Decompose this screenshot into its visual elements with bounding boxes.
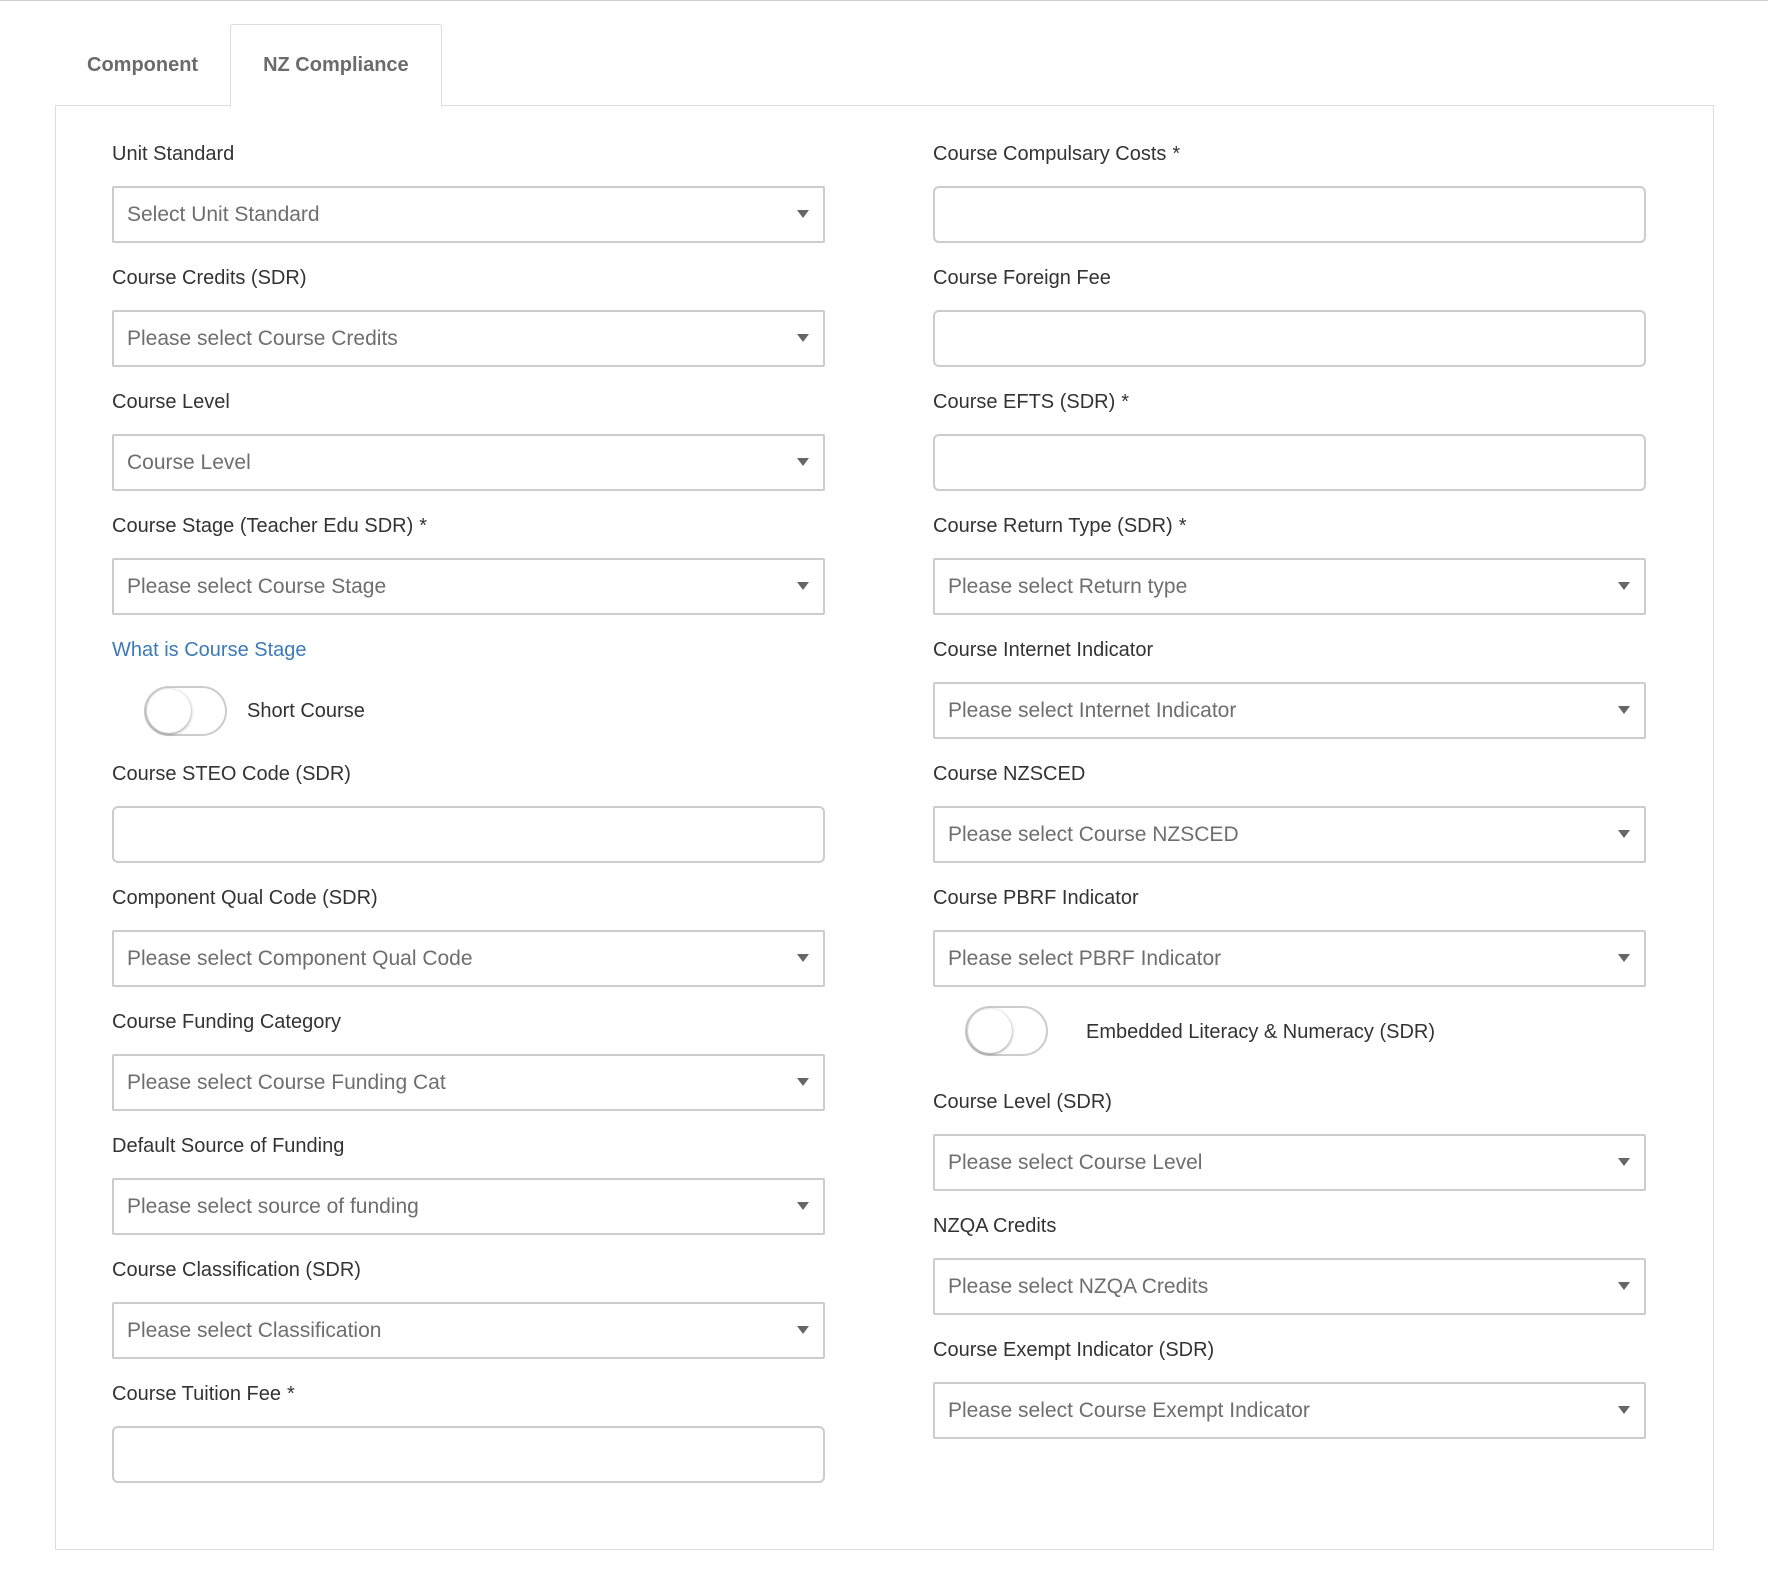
source-of-funding-placeholder: Please select source of funding [127,1195,419,1218]
exempt-indicator-placeholder: Please select Course Exempt Indicator [948,1399,1310,1422]
foreign-fee-input[interactable] [935,312,1644,365]
foreign-fee-label: Course Foreign Fee [933,267,1111,289]
internet-indicator-select[interactable] [933,682,1646,739]
level-sdr-label: Course Level (SDR) [933,1091,1112,1113]
source-of-funding-select[interactable] [112,1178,825,1235]
nzqa-credits-field [933,1214,1646,1338]
required-marker: * [286,1383,295,1405]
required-marker: * [419,515,428,537]
internet-indicator-field [933,638,1646,762]
nzqa-credits-placeholder: Please select NZQA Credits [948,1275,1209,1298]
required-marker: * [1172,143,1181,165]
unit-standard-select[interactable] [112,186,825,243]
literacy-toggle-row [933,1010,1646,1090]
tuition-fee-label-text: Course Tuition Fee [112,1383,281,1405]
toggle-knob [147,689,191,733]
compulsory-costs-input[interactable] [935,188,1644,241]
exempt-indicator-field [933,1338,1646,1462]
course-stage-select[interactable] [112,558,825,615]
compulsory-costs-label [933,142,1646,166]
efts-label [933,390,1646,414]
return-type-placeholder: Please select Return type [948,575,1188,598]
chevron-down-icon [1618,954,1630,962]
top-divider [0,0,1768,1]
funding-category-select[interactable] [112,1054,825,1111]
toggle-knob [968,1009,1012,1053]
compulsory-costs-label-text: Course Compulsary Costs [933,143,1167,165]
chevron-down-icon [797,1078,809,1086]
chevron-down-icon [1618,830,1630,838]
nzsced-select[interactable] [933,806,1646,863]
chevron-down-icon [797,582,809,590]
chevron-down-icon [1618,706,1630,714]
classification-placeholder: Please select Classification [127,1319,382,1342]
tuition-fee-input[interactable] [114,1428,823,1481]
qual-code-field [112,886,825,1010]
exempt-indicator-label: Course Exempt Indicator (SDR) [933,1339,1215,1361]
course-level-select[interactable] [112,434,825,491]
chevron-down-icon [1618,1282,1630,1290]
level-sdr-placeholder: Please select Course Level [948,1151,1203,1174]
literacy-numeracy-label: Embedded Literacy & Numeracy (SDR) [1086,1021,1436,1043]
chevron-down-icon [797,210,809,218]
course-stage-label [112,514,825,538]
qual-code-label: Component Qual Code (SDR) [112,887,378,909]
course-stage-help-row [112,638,825,686]
course-credits-label: Course Credits (SDR) [112,267,307,289]
required-marker: * [1121,391,1130,413]
steo-code-label: Course STEO Code (SDR) [112,763,351,785]
classification-label: Course Classification (SDR) [112,1259,361,1281]
return-type-label-text: Course Return Type (SDR) [933,515,1173,537]
level-sdr-select[interactable] [933,1134,1646,1191]
course-credits-placeholder: Please select Course Credits [127,327,398,350]
compulsory-costs-field [933,142,1646,266]
course-level-label: Course Level [112,391,230,413]
course-credits-select[interactable] [112,310,825,367]
unit-standard-field [112,142,825,266]
right-column [933,142,1646,1462]
unit-standard-label: Unit Standard [112,143,235,165]
pbrf-field [933,886,1646,1010]
course-level-placeholder: Course Level [127,451,251,474]
return-type-label [933,514,1646,538]
efts-label-text: Course EFTS (SDR) [933,391,1116,413]
chevron-down-icon [797,1326,809,1334]
tuition-fee-field [112,1382,825,1506]
required-marker: * [1178,515,1187,537]
course-credits-field [112,266,825,390]
tab-nz-compliance[interactable]: NZ Compliance [230,24,442,107]
nz-compliance-panel [55,105,1714,1550]
steo-code-field [112,762,825,886]
return-type-select[interactable] [933,558,1646,615]
chevron-down-icon [1618,1406,1630,1414]
chevron-down-icon [797,334,809,342]
classification-select[interactable] [112,1302,825,1359]
qual-code-select[interactable] [112,930,825,987]
compulsory-costs-input-wrapper [933,186,1646,243]
level-sdr-field [933,1090,1646,1214]
nzsced-label: Course NZSCED [933,763,1086,785]
funding-category-field [112,1010,825,1134]
pbrf-placeholder: Please select PBRF Indicator [948,947,1222,970]
nzsced-placeholder: Please select Course NZSCED [948,823,1239,846]
course-stage-placeholder: Please select Course Stage [127,575,387,598]
steo-code-input[interactable] [114,808,823,861]
course-level-field [112,390,825,514]
unit-standard-placeholder: Select Unit Standard [127,203,320,226]
funding-category-placeholder: Please select Course Funding Cat [127,1071,446,1094]
source-of-funding-field [112,1134,825,1258]
tuition-fee-label [112,1382,825,1406]
chevron-down-icon [797,954,809,962]
efts-field [933,390,1646,514]
course-stage-label-text: Course Stage (Teacher Edu SDR) [112,515,414,537]
chevron-down-icon [1618,1158,1630,1166]
short-course-toggle[interactable] [144,686,227,736]
foreign-fee-field [933,266,1646,390]
left-column [112,142,825,1506]
nzsced-field [933,762,1646,886]
classification-field [112,1258,825,1382]
chevron-down-icon [1618,582,1630,590]
nzqa-credits-label: NZQA Credits [933,1215,1057,1237]
funding-category-label: Course Funding Category [112,1011,342,1033]
what-is-course-stage-link[interactable]: What is Course Stage [112,639,307,661]
short-course-label: Short Course [247,700,365,722]
return-type-field [933,514,1646,638]
nzqa-credits-select[interactable] [933,1258,1646,1315]
source-of-funding-label: Default Source of Funding [112,1135,345,1157]
literacy-numeracy-toggle[interactable] [965,1006,1048,1056]
steo-code-input-wrapper [112,806,825,863]
exempt-indicator-select[interactable] [933,1382,1646,1439]
internet-indicator-label: Course Internet Indicator [933,639,1154,661]
efts-input[interactable] [935,436,1644,489]
chevron-down-icon [797,458,809,466]
tab-bar [55,24,442,106]
qual-code-placeholder: Please select Component Qual Code [127,947,473,970]
pbrf-label: Course PBRF Indicator [933,887,1139,909]
pbrf-select[interactable] [933,930,1646,987]
chevron-down-icon [797,1202,809,1210]
foreign-fee-input-wrapper [933,310,1646,367]
tuition-fee-input-wrapper [112,1426,825,1483]
efts-input-wrapper [933,434,1646,491]
short-course-toggle-row [112,686,825,762]
internet-indicator-placeholder: Please select Internet Indicator [948,699,1237,722]
tab-component[interactable]: Component [87,53,199,76]
course-stage-field [112,514,825,638]
